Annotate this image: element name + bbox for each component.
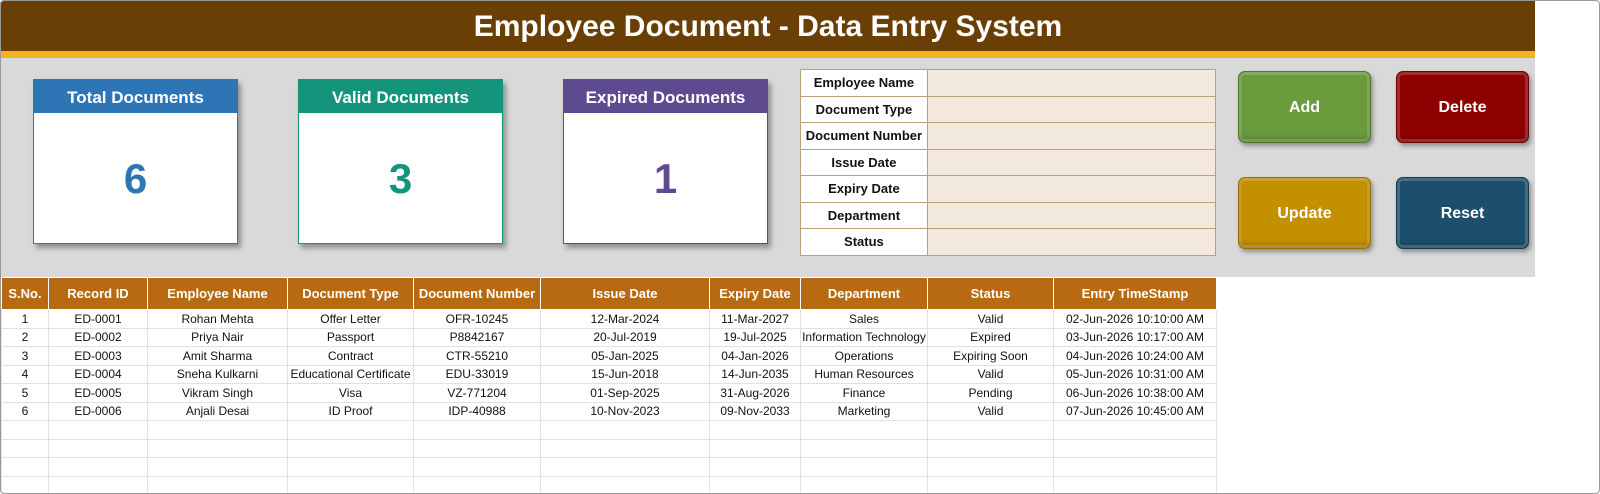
status-cell[interactable] xyxy=(927,229,1215,256)
document-type-label: Document Type xyxy=(801,96,928,123)
table-cell[interactable]: 05-Jan-2025 xyxy=(541,347,710,366)
table-cell[interactable]: Vikram Singh xyxy=(148,384,288,403)
table-cell[interactable] xyxy=(2,421,49,440)
table-cell[interactable]: 05-Jun-2026 10:31:00 AM xyxy=(1054,365,1217,384)
column-header[interactable]: Status xyxy=(928,278,1054,310)
table-cell[interactable]: ED-0004 xyxy=(49,365,148,384)
table-cell[interactable]: Human Resources xyxy=(801,365,928,384)
expiry-date-label: Expiry Date xyxy=(801,176,928,203)
table-cell[interactable]: 11-Mar-2027 xyxy=(710,310,801,329)
table-cell[interactable]: 06-Jun-2026 10:38:00 AM xyxy=(1054,384,1217,403)
table-cell[interactable] xyxy=(1054,421,1217,440)
table-cell[interactable]: 10-Nov-2023 xyxy=(541,402,710,421)
update-button[interactable]: Update xyxy=(1238,177,1371,249)
valid-documents-label: Valid Documents xyxy=(299,80,502,113)
table-cell[interactable] xyxy=(49,421,148,440)
column-header[interactable]: Department xyxy=(801,278,928,310)
table-cell[interactable]: Contract xyxy=(288,347,414,366)
table-cell[interactable] xyxy=(801,458,928,477)
table-cell[interactable]: 3 xyxy=(2,347,49,366)
document-type-field[interactable] xyxy=(928,97,1215,121)
table-cell[interactable]: ED-0003 xyxy=(49,347,148,366)
table-cell[interactable]: 20-Jul-2019 xyxy=(541,328,710,347)
issue-date-field[interactable] xyxy=(928,150,1215,174)
table-cell[interactable]: 4 xyxy=(2,365,49,384)
table-cell[interactable]: ID Proof xyxy=(288,402,414,421)
total-documents-label: Total Documents xyxy=(34,80,237,113)
document-number-cell[interactable] xyxy=(927,123,1215,150)
table-cell[interactable]: 04-Jan-2026 xyxy=(710,347,801,366)
table-cell[interactable] xyxy=(2,476,49,494)
column-header[interactable]: Employee Name xyxy=(148,278,288,310)
table-cell[interactable]: 14-Jun-2035 xyxy=(710,365,801,384)
form-row-employee-name xyxy=(801,70,1216,97)
table-cell[interactable]: 31-Aug-2026 xyxy=(710,384,801,403)
table-cell[interactable] xyxy=(49,476,148,494)
table-cell[interactable]: Offer Letter xyxy=(288,310,414,329)
records-table xyxy=(1,277,1217,494)
table-cell[interactable] xyxy=(710,458,801,477)
expiry-date-cell[interactable] xyxy=(927,176,1215,203)
issue-date-cell[interactable] xyxy=(927,149,1215,176)
table-row[interactable] xyxy=(2,402,1217,421)
valid-documents-value: 3 xyxy=(388,155,413,202)
table-row[interactable] xyxy=(2,328,1217,347)
table-cell[interactable] xyxy=(1054,439,1217,458)
table-cell[interactable] xyxy=(414,476,541,494)
form-row-department xyxy=(801,202,1216,229)
table-header-row xyxy=(2,278,1217,310)
form-row-document-type xyxy=(801,96,1216,123)
valid-documents-card xyxy=(298,79,503,244)
table-cell[interactable] xyxy=(288,439,414,458)
table-cell[interactable]: Visa xyxy=(288,384,414,403)
table-row[interactable] xyxy=(2,365,1217,384)
employee-name-label: Employee Name xyxy=(801,70,928,97)
document-type-cell[interactable] xyxy=(927,96,1215,123)
form-row-expiry-date xyxy=(801,176,1216,203)
table-cell[interactable] xyxy=(710,421,801,440)
table-cell[interactable]: 02-Jun-2026 10:10:00 AM xyxy=(1054,310,1217,329)
reset-button[interactable]: Reset xyxy=(1396,177,1529,249)
table-cell[interactable] xyxy=(928,476,1054,494)
table-cell[interactable] xyxy=(801,476,928,494)
total-documents-value: 6 xyxy=(123,155,148,202)
table-cell[interactable]: P8842167 xyxy=(414,328,541,347)
table-cell[interactable]: 07-Jun-2026 10:45:00 AM xyxy=(1054,402,1217,421)
employee-name-field[interactable] xyxy=(928,71,1215,95)
table-cell[interactable]: Passport xyxy=(288,328,414,347)
table-cell[interactable]: Information Technology xyxy=(801,328,928,347)
document-number-label: Document Number xyxy=(801,123,928,150)
table-cell[interactable]: 2 xyxy=(2,328,49,347)
table-cell[interactable]: ED-0002 xyxy=(49,328,148,347)
table-cell[interactable]: 15-Jun-2018 xyxy=(541,365,710,384)
table-cell[interactable] xyxy=(801,421,928,440)
table-cell[interactable]: ED-0006 xyxy=(49,402,148,421)
table-cell[interactable] xyxy=(288,421,414,440)
table-cell[interactable]: Sneha Kulkarni xyxy=(148,365,288,384)
entry-form xyxy=(800,69,1216,256)
column-header[interactable]: Entry TimeStamp xyxy=(1054,278,1217,310)
delete-button[interactable]: Delete xyxy=(1396,71,1529,143)
department-label: Department xyxy=(801,202,928,229)
table-cell[interactable] xyxy=(541,476,710,494)
table-cell[interactable]: Amit Sharma xyxy=(148,347,288,366)
department-cell[interactable] xyxy=(927,202,1215,229)
column-header[interactable]: Document Number xyxy=(414,278,541,310)
document-number-field[interactable] xyxy=(928,124,1215,148)
total-documents-card xyxy=(33,79,238,244)
table-cell[interactable]: Valid xyxy=(928,365,1054,384)
table-cell[interactable] xyxy=(1054,476,1217,494)
table-cell[interactable]: 19-Jul-2025 xyxy=(710,328,801,347)
table-cell[interactable] xyxy=(148,421,288,440)
table-cell[interactable]: 1 xyxy=(2,310,49,329)
table-cell[interactable] xyxy=(2,439,49,458)
table-cell[interactable] xyxy=(414,458,541,477)
table-cell[interactable]: Educational Certificate xyxy=(288,365,414,384)
form-row-status xyxy=(801,229,1216,256)
table-cell[interactable]: Valid xyxy=(928,310,1054,329)
column-header[interactable]: Expiry Date xyxy=(710,278,801,310)
table-cell[interactable] xyxy=(414,421,541,440)
table-cell[interactable] xyxy=(928,439,1054,458)
table-cell[interactable]: Pending xyxy=(928,384,1054,403)
column-header[interactable]: Record ID xyxy=(49,278,148,310)
table-cell[interactable] xyxy=(710,476,801,494)
expired-documents-card xyxy=(563,79,768,244)
title-accent-bar xyxy=(1,51,1535,58)
table-cell[interactable]: CTR-55210 xyxy=(414,347,541,366)
issue-date-label: Issue Date xyxy=(801,149,928,176)
table-cell[interactable]: OFR-10245 xyxy=(414,310,541,329)
table-cell[interactable]: Expired xyxy=(928,328,1054,347)
column-header[interactable]: S.No. xyxy=(2,278,49,310)
employee-name-cell[interactable] xyxy=(927,70,1215,97)
table-cell[interactable] xyxy=(288,476,414,494)
table-cell[interactable]: Rohan Mehta xyxy=(148,310,288,329)
table-cell[interactable]: 09-Nov-2033 xyxy=(710,402,801,421)
table-cell[interactable]: EDU-33019 xyxy=(414,365,541,384)
table-row[interactable] xyxy=(2,310,1217,329)
table-cell[interactable]: 04-Jun-2026 10:24:00 AM xyxy=(1054,347,1217,366)
table-row[interactable] xyxy=(2,384,1217,403)
column-header[interactable]: Document Type xyxy=(288,278,414,310)
table-cell[interactable]: Priya Nair xyxy=(148,328,288,347)
expiry-date-field[interactable] xyxy=(928,177,1215,201)
department-field[interactable] xyxy=(928,203,1215,227)
table-cell[interactable]: Expiring Soon xyxy=(928,347,1054,366)
table-cell[interactable]: Valid xyxy=(928,402,1054,421)
table-cell[interactable]: Marketing xyxy=(801,402,928,421)
status-field[interactable] xyxy=(928,230,1215,254)
table-cell[interactable] xyxy=(49,439,148,458)
table-cell[interactable] xyxy=(541,421,710,440)
table-cell[interactable] xyxy=(148,439,288,458)
table-cell[interactable]: IDP-40988 xyxy=(414,402,541,421)
status-label: Status xyxy=(801,229,928,256)
table-cell[interactable] xyxy=(541,439,710,458)
table-cell[interactable] xyxy=(928,421,1054,440)
empty-table-row[interactable] xyxy=(2,458,1217,477)
table-cell[interactable] xyxy=(710,439,801,458)
table-cell[interactable] xyxy=(148,458,288,477)
table-row[interactable] xyxy=(2,347,1217,366)
table-cell[interactable]: Operations xyxy=(801,347,928,366)
expired-documents-value: 1 xyxy=(653,155,678,202)
table-cell[interactable]: 12-Mar-2024 xyxy=(541,310,710,329)
table-cell[interactable] xyxy=(288,458,414,477)
expired-documents-label: Expired Documents xyxy=(564,80,767,113)
table-cell[interactable] xyxy=(928,458,1054,477)
table-cell[interactable]: 03-Jun-2026 10:17:00 AM xyxy=(1054,328,1217,347)
form-row-document-number xyxy=(801,123,1216,150)
table-body xyxy=(2,310,1217,494)
table-cell[interactable]: 6 xyxy=(2,402,49,421)
table-cell[interactable]: Sales xyxy=(801,310,928,329)
table-cell[interactable] xyxy=(1054,458,1217,477)
table-cell[interactable] xyxy=(49,458,148,477)
table-cell[interactable] xyxy=(801,439,928,458)
table-cell[interactable]: Anjali Desai xyxy=(148,402,288,421)
table-cell[interactable]: VZ-771204 xyxy=(414,384,541,403)
table-cell[interactable] xyxy=(148,476,288,494)
form-row-issue-date xyxy=(801,149,1216,176)
page-title: Employee Document - Data Entry System xyxy=(1,1,1535,51)
table-cell[interactable]: ED-0005 xyxy=(49,384,148,403)
empty-table-row[interactable] xyxy=(2,421,1217,440)
table-cell[interactable]: 5 xyxy=(2,384,49,403)
table-cell[interactable] xyxy=(414,439,541,458)
empty-table-row[interactable] xyxy=(2,439,1217,458)
table-cell[interactable] xyxy=(541,458,710,477)
table-cell[interactable] xyxy=(2,458,49,477)
column-header[interactable]: Issue Date xyxy=(541,278,710,310)
table-cell[interactable]: ED-0001 xyxy=(49,310,148,329)
empty-table-row[interactable] xyxy=(2,476,1217,494)
add-button[interactable]: Add xyxy=(1238,71,1371,143)
table-cell[interactable]: 01-Sep-2025 xyxy=(541,384,710,403)
table-cell[interactable]: Finance xyxy=(801,384,928,403)
